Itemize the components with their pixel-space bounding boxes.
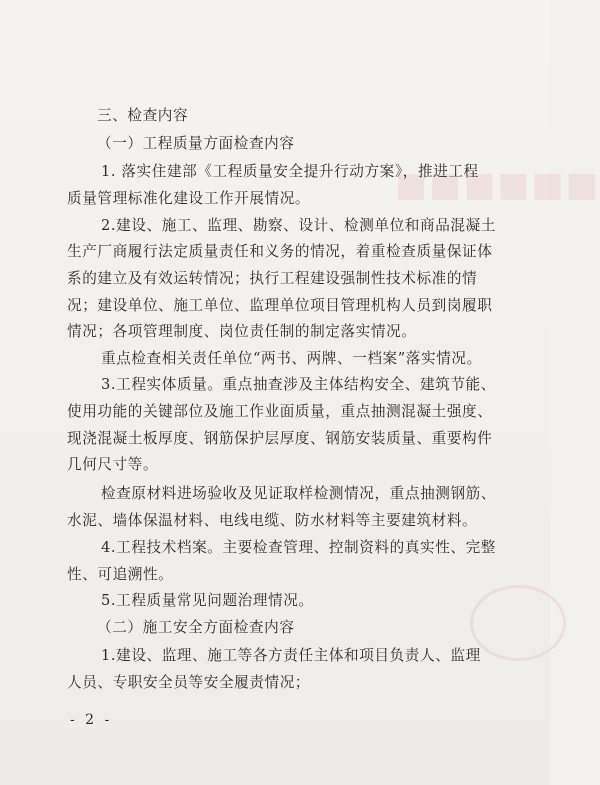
paragraph-line: 2.建设、施工、监理、勘察、设计、检测单位和商品混凝土	[101, 217, 496, 234]
paragraph-line: 人员、专职安全员等安全履责情况；	[67, 674, 311, 691]
bleed-through-stamp: ■■■■■■	[395, 165, 600, 205]
paragraph-line: 1. 落实住建部《工程质量安全提升行动方案》，推进工程	[101, 163, 479, 180]
section-heading: 三、检查内容	[97, 107, 189, 124]
paragraph-line: 现浇混凝土板厚度、钢筋保护层厚度、钢筋安装质量、重要构件	[67, 430, 493, 447]
paragraph-line: 1.建设、监理、施工等各方责任主体和项目负责人、监理	[101, 647, 481, 664]
page-number: - 2 -	[70, 712, 113, 728]
paragraph-line: 性、可追溯性。	[67, 566, 174, 583]
subsection-heading-quality: （一）工程质量方面检查内容	[97, 135, 295, 152]
bleed-through-seal	[470, 585, 566, 661]
paragraph-line: 使用功能的关键部位及施工作业面质量，重点抽测混凝土强度、	[67, 403, 493, 420]
paragraph-line: 3.工程实体质量。重点抽查涉及主体结构安全、建筑节能、	[101, 376, 496, 393]
paragraph-line: 系的建立及有效运转情况；执行工程建设强制性技术标准的情	[67, 270, 478, 287]
paragraph-line: 4.工程技术档案。主要检查管理、控制资料的真实性、完整	[101, 539, 496, 556]
paragraph-line: 水泥、墙体保温材料、电线电缆、防水材料等主要建筑材料。	[67, 512, 478, 529]
paragraph-line: 生产厂商履行法定质量责任和义务的情况，着重检查质量保证体	[67, 243, 493, 260]
paragraph-line: 质量管理标准化建设工作开展情况。	[67, 190, 311, 207]
paragraph-line: 5.工程质量常见问题治理情况。	[101, 592, 314, 609]
paragraph-line: 重点检查相关责任单位“两书、两牌、一档案”落实情况。	[101, 350, 482, 367]
paragraph-line: 检查原材料进场验收及见证取样检测情况，重点抽测钢筋、	[101, 485, 497, 502]
paragraph-line: 几何尺寸等。	[67, 456, 159, 473]
paragraph-line: 况；建设单位、施工单位、监理单位项目管理机构人员到岗履职	[67, 297, 493, 314]
paragraph-line: 情况；各项管理制度、岗位责任制的制定落实情况。	[67, 323, 417, 340]
subsection-heading-safety: （二）施工安全方面检查内容	[97, 619, 295, 636]
